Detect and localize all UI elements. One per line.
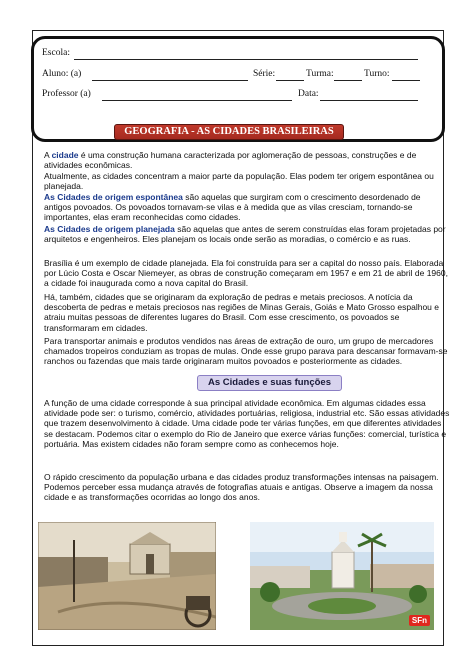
term-cidade: cidade bbox=[51, 150, 79, 160]
data-label: Data: bbox=[298, 89, 319, 99]
term-planejada: As Cidades de origem planejada bbox=[44, 224, 175, 234]
turno-label: Turno: bbox=[364, 69, 390, 79]
turma-field[interactable] bbox=[334, 80, 362, 81]
escola-label: Escola: bbox=[42, 48, 70, 58]
aluno-label: Aluno: (a) bbox=[42, 69, 82, 79]
professor-field[interactable] bbox=[102, 100, 292, 101]
paragraph-crescimento: O rápido crescimento da população urbana e das cidades produz transformações intensas na paisagem. Podemos perceber essa mudança através de fotografias atuais e antigas. Observe a imagem da nossa cidade e as transformações ocorridas ao longo dos anos. bbox=[44, 472, 439, 503]
paragraph-funcao: A função de uma cidade corresponde à sua principal atividade econômica. Em algumas cidades essa atividade pode ser: o turismo, comércio, atividades portuárias, religiosa, industrial etc. São essas atividades que trazem desenvolvimento à cidade. Uma cidade pode ter várias funções, em que diferentes atividades se destacam. Podemos citar o exemplo do Rio de Janeiro que exerce várias funções: comercial, turística e portuária. Mas existem cidades não foram sempre como as conhecemos hoje. bbox=[44, 398, 450, 449]
escola-field[interactable] bbox=[74, 59, 418, 60]
professor-label: Professor (a) bbox=[42, 89, 91, 99]
photo-badge: SFn bbox=[409, 615, 430, 626]
turma-label: Turma: bbox=[306, 69, 334, 79]
page-title: GEOGRAFIA - AS CIDADES BRASILEIRAS bbox=[114, 124, 344, 140]
turno-field[interactable] bbox=[392, 80, 420, 81]
section-subtitle: As Cidades e suas funções bbox=[197, 375, 342, 391]
serie-field[interactable] bbox=[276, 80, 304, 81]
paragraph-brasilia: Brasília é um exemplo de cidade planejada. Ela foi construída para ser a capital do nosso país. Elaborada por Lúcio Costa e Oscar Niemeyer, as obras de construção começaram em 1957 e em 21 de abril de 1960, a cidade foi inaugurada como a nova capital do Brasil. bbox=[44, 258, 448, 289]
data-field[interactable] bbox=[320, 100, 418, 101]
paragraph-cidade: A cidade é uma construção humana caracterizada por aglomeração de pessoas, construções e de atividades econômicas. bbox=[44, 150, 417, 171]
old-city-photo bbox=[38, 522, 216, 630]
paragraph-atualmente: Atualmente, as cidades concentram a maior parte da população. Elas podem ter origem espontânea ou planejada. bbox=[44, 171, 434, 192]
paragraph-espontanea: As Cidades de origem espontânea são aquelas que surgiram com o crescimento desordenado de antigos povoados. Os povoados tornavam-se vilas e à medida que as vilas cresciam, tornando-se importantes, elas eram reconhecidas como cidades. bbox=[44, 192, 421, 223]
aluno-field[interactable] bbox=[92, 80, 248, 81]
term-espontanea: As Cidades de origem espontânea bbox=[44, 192, 183, 202]
serie-label: Série: bbox=[253, 69, 276, 79]
paragraph-metais: Há, também, cidades que se originaram da exploração de pedras e metais preciosos. A notícia da descoberta de pedras e metais preciosos nas regiões de Minas Gerais, Goiás e Mato Grosso espalhou e atraiu muitas pessoas de diferentes lugares do Brasil. Com esse crescimento, os povoados se transformaram em cidades. bbox=[44, 292, 439, 333]
paragraph-planejada: As Cidades de origem planejada são aquelas que antes de serem construídas elas foram projetadas por arquitetos e engenheiros. Eles planejam os locais onde serão as moradias, o comércio e as ruas. bbox=[44, 224, 446, 245]
modern-city-photo bbox=[250, 522, 434, 630]
paragraph-tropeiros: Para transportar animais e produtos vendidos nas áreas de extração de ouro, um grupo de mercadores chamados tropeiros conduziam as tropas de mulas. Onde esse grupo parava para descansar formavam-se ranchos ou fazendas que mais tarde originaram muitos povoados e posteriormente as cidades. bbox=[44, 336, 448, 367]
